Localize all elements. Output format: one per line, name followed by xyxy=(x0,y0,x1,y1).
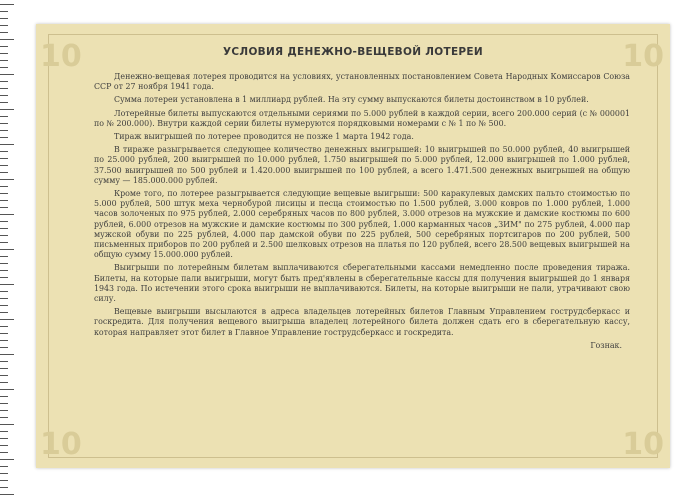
ruler-tick xyxy=(0,18,8,19)
ruler-tick xyxy=(0,151,8,152)
ruler-tick xyxy=(0,480,8,481)
ruler-tick xyxy=(0,4,14,5)
ruler-tick xyxy=(0,494,14,495)
signature: Гознак. xyxy=(590,340,622,350)
ruler-tick xyxy=(0,242,8,243)
ruler-tick xyxy=(0,130,8,131)
ruler-tick xyxy=(0,396,8,397)
ruler-tick xyxy=(0,25,8,26)
ruler-tick xyxy=(0,319,14,320)
ruler-tick xyxy=(0,214,14,215)
ruler-tick xyxy=(0,312,8,313)
ruler-tick xyxy=(0,424,14,425)
ruler-tick xyxy=(0,452,8,453)
ruler-tick xyxy=(0,361,8,362)
ruler-tick xyxy=(0,39,14,40)
ruler-tick xyxy=(0,186,8,187)
ruler-tick xyxy=(0,347,8,348)
ruler-tick xyxy=(0,193,8,194)
ruler-tick xyxy=(0,326,8,327)
paragraph-series: Лотерейные билеты выпускаются отдельными сериями по 5.000 рублей в каждой серии, всего 200.000 серий (с № 000001 по № 200.000). Внутри каждой серии билеты нумеруются порядковыми номерами с № 1 по № 500. xyxy=(94,108,630,128)
ruler-tick xyxy=(0,67,8,68)
ruler-tick xyxy=(0,109,14,110)
ruler-tick xyxy=(0,291,8,292)
ruler-tick xyxy=(0,95,8,96)
ruler-tick xyxy=(0,46,8,47)
ruler-tick xyxy=(0,200,8,201)
ruler-tick xyxy=(0,473,8,474)
ruler-tick xyxy=(0,88,8,89)
ruler-tick xyxy=(0,284,14,285)
ruler-tick xyxy=(0,298,8,299)
ruler-tick xyxy=(0,403,8,404)
document-body xyxy=(94,72,630,351)
ruler-tick xyxy=(0,74,14,75)
paragraph-goods-prizes: Кроме того, по лотерее разыгрывается следующие вещевые выигрыши: 500 каракулевых дамских пальто стоимостью по 5.000 рублей, 500 штук меха чернобурой лисицы и песца стоимостью по 1.500 рублей, 3.000 ковров по 1.000 рублей, 1.000 часов золоченых по 975 рублей, 2.000 серебряных часов по 800 рублей, 3.000 отрезов на мужские и дамские костюмы по 600 рублей, 6.000 отрезов на мужские и дамские костюмы по 300 рублей, 1.000 карманных часов „ЗИМ" по 275 рублей, 4.000 пар мужской обуви по 225 рублей, 4.000 пар дамской обуви по 225 рублей, 500 серебряных портсигаров по 200 рублей, 500 письменных приборов по 200 рублей и 2.500 шелковых отрезов на платья по 120 рублей, всего 28.500 вещевых выигрышей на общую сумму 15.000.000 рублей. xyxy=(94,189,630,260)
corner-number-top-right: 10 xyxy=(622,39,664,74)
ruler-tick xyxy=(0,60,8,61)
ruler-tick xyxy=(0,172,8,173)
ruler-tick xyxy=(0,340,8,341)
ruler-tick xyxy=(0,116,8,117)
ruler-tick xyxy=(0,11,8,12)
corner-number-bottom-left: 10 xyxy=(40,427,82,462)
lottery-ticket-back xyxy=(36,24,670,468)
ruler-tick xyxy=(0,445,8,446)
paragraph-cash-prizes: В тираже разыгрывается следующее количество денежных выигрышей: 10 выигрышей по 50.000 рублей, 40 выигрышей по 25.000 рублей, 200 выигрышей по 10.000 рублей, 1.750 выигрышей по 5.000 рублей, 12.000 выигрышей по 1.000 рублей, 37.500 выигрышей по 500 рублей и 1.420.000 выигрышей по 100 рублей, а всего 1.471.500 денежных выигрышей на общую сумму — 185.000.000 рублей. xyxy=(94,145,630,185)
ruler-tick xyxy=(0,487,8,488)
scale-ruler xyxy=(0,0,22,498)
ruler-tick xyxy=(0,249,14,250)
document-title: УСЛОВИЯ ДЕНЕЖНО-ВЕЩЕВОЙ ЛОТЕРЕИ xyxy=(223,46,483,58)
ruler-tick xyxy=(0,354,14,355)
ruler-tick xyxy=(0,53,8,54)
ruler-tick xyxy=(0,466,8,467)
ruler-tick xyxy=(0,277,8,278)
ruler-tick xyxy=(0,263,8,264)
ruler-tick xyxy=(0,375,8,376)
paragraph-payout: Выигрыши по лотерейным билетам выплачиваются сберегательными кассами немедленно после проведения тиража. Билеты, на которые пали выигрыши, могут быть пред'явлены в сберегательные кассы для получения выигрышей до 1 января 1943 года. По истечении этого срока выигрыши не выплачиваются. Билеты, на которые выигрыши не пали, утрачивают свою силу. xyxy=(94,263,630,304)
ruler-tick xyxy=(0,417,8,418)
paragraph-draw-date: Тираж выигрышей по лотерее проводится не позже 1 марта 1942 года. xyxy=(114,132,414,142)
ruler-tick xyxy=(0,389,14,390)
ruler-tick xyxy=(0,221,8,222)
ruler-tick xyxy=(0,137,8,138)
ruler-tick xyxy=(0,382,8,383)
ruler-tick xyxy=(0,228,8,229)
ruler-tick xyxy=(0,81,8,82)
ruler-tick xyxy=(0,165,8,166)
ruler-tick xyxy=(0,158,8,159)
ruler-tick xyxy=(0,270,8,271)
paragraph-decree: Денежно-вещевая лотерея проводится на условиях, установленных постановлением Совета Народных Комиссаров Союза ССР от 27 ноября 1941 года. xyxy=(94,72,630,92)
ruler-tick xyxy=(0,32,8,33)
ruler-tick xyxy=(0,459,14,460)
ruler-tick xyxy=(0,438,8,439)
ruler-tick xyxy=(0,368,8,369)
ruler-tick xyxy=(0,305,8,306)
corner-number-bottom-right: 10 xyxy=(622,427,664,462)
ruler-tick xyxy=(0,144,14,145)
ruler-tick xyxy=(0,179,14,180)
ruler-tick xyxy=(0,207,8,208)
ruler-tick xyxy=(0,410,8,411)
paragraph-sum: Сумма лотереи установлена в 1 миллиард рублей. На эту сумму выпускаются билеты достоинством в 10 рублей. xyxy=(114,95,589,105)
paragraph-delivery: Вещевые выигрыши высылаются в адреса владельцев лотерейных билетов Главным Управлением гострудсберкасс и госкредита. Для получения вещевого выигрыша владелец лотерейного билета должен сдать его в сберегательную кассу, которая направляет этот билет в Главное Управление гострудсберкасс и госкредита. xyxy=(94,307,630,337)
ruler-tick xyxy=(0,256,8,257)
ruler-tick xyxy=(0,431,8,432)
ruler-tick xyxy=(0,235,8,236)
ruler-tick xyxy=(0,102,8,103)
corner-number-top-left: 10 xyxy=(40,39,82,74)
ruler-tick xyxy=(0,333,8,334)
ruler-tick xyxy=(0,123,8,124)
